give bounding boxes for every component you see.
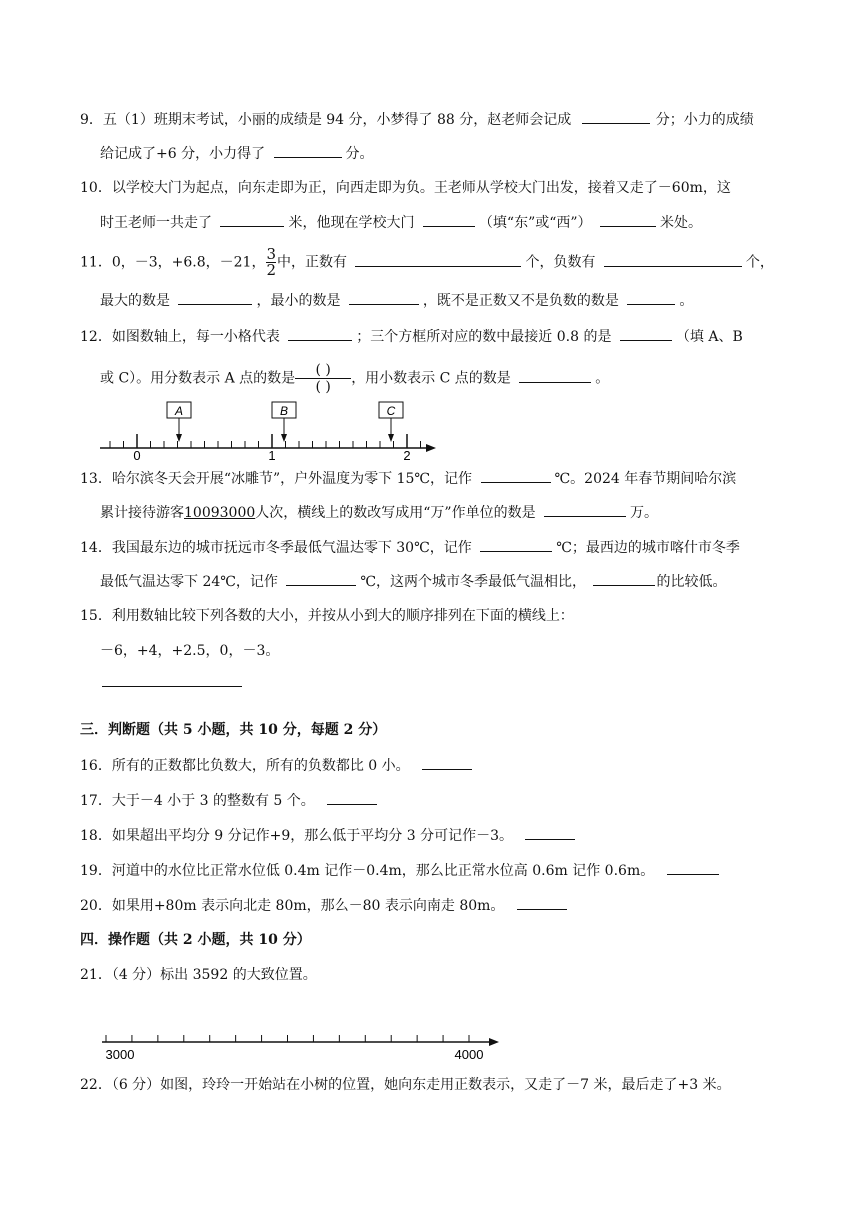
q12-text-5: ，用小数表示 C 点的数是	[351, 370, 511, 387]
q21-label-3000: 3000	[105, 1047, 135, 1062]
q11-blank-1[interactable]	[355, 252, 521, 267]
q10-blank-3[interactable]	[600, 212, 656, 227]
q21-label-4000: 4000	[454, 1047, 484, 1062]
q16-line	[80, 755, 472, 776]
q13-text-3: 累计接待游客	[100, 505, 184, 521]
q12-text-6: 。	[595, 370, 610, 387]
q12-text-1: 12．如图数轴上，每一小格代表	[80, 329, 280, 345]
q11-blank-2[interactable]	[604, 252, 742, 267]
q9-text-1: 9．五（1）班期末考试，小丽的成绩是 94 分，小梦得了 88 分，赵老师会记成	[80, 112, 572, 128]
section-4-heading: 四．操作题（共 2 小题，共 10 分）	[80, 932, 311, 948]
q17-line	[80, 790, 377, 811]
q14-blank-3[interactable]	[593, 571, 655, 586]
q14-text-3: 最低气温达零下 24℃，记作	[100, 574, 278, 590]
q10-line2	[100, 212, 702, 233]
q14-text-1: 14．我国最东边的城市抚远市冬季最低气温达零下 30℃，记作	[80, 540, 472, 556]
q12-blank-1[interactable]	[288, 326, 352, 341]
q13-line1	[80, 468, 736, 489]
q19-blank[interactable]	[667, 860, 719, 875]
q15-line1	[80, 606, 574, 626]
q11-text-7: ，既不是正数又不是负数的数是	[422, 293, 619, 309]
q9-line1	[80, 109, 754, 130]
q16-text: 16．所有的正数都比负数大，所有的负数都比 0 小。	[80, 758, 410, 774]
q11-line2	[100, 290, 693, 311]
q12-box-c-label: C	[386, 404, 396, 418]
q11-blank-4[interactable]	[349, 290, 419, 305]
q9-blank-2[interactable]	[274, 143, 342, 158]
q14-text-2: ℃；最西边的城市喀什市冬季	[556, 540, 740, 556]
q13-underlined-number: 10093000	[184, 505, 256, 521]
q11-text-8: 。	[679, 293, 694, 309]
q12-line2	[100, 362, 609, 395]
q10-blank-2[interactable]	[423, 212, 475, 227]
q12-text-3: （填 A、B	[675, 329, 743, 345]
q18-blank[interactable]	[525, 825, 575, 840]
q13-text-2: ℃。2024 年春节期间哈尔滨	[554, 471, 737, 487]
q9-line2	[100, 143, 374, 164]
q20-line	[80, 895, 567, 916]
q11-blank-3[interactable]	[178, 290, 252, 305]
q9-text-2: 分；小力的成绩	[655, 112, 754, 128]
q12-fraction-denominator: ( )	[315, 379, 331, 395]
q21-ticks	[106, 1035, 469, 1042]
q12-fraction-blank[interactable]	[295, 362, 351, 395]
q12-tick-label-2: 2	[403, 448, 411, 460]
q10-text-1: 10．以学校大门为起点，向东走即为正，向西走即为负。王老师从学校大门出发，接着又走了－60m，这	[80, 180, 731, 196]
q14-blank-1[interactable]	[480, 537, 552, 552]
q10-text-2: 时王老师一共走了	[100, 215, 212, 231]
q11-blank-5[interactable]	[627, 290, 675, 305]
q12-box-b	[272, 402, 296, 442]
q11-text-6: ，最小的数是	[256, 293, 341, 309]
q13-line2	[100, 502, 658, 523]
q9-text-3: 给记成了+6 分，小力得了	[100, 146, 266, 162]
q13-blank-1[interactable]	[481, 468, 551, 483]
q14-text-5: 的比较低。	[656, 574, 727, 590]
q12-box-a-label: A	[174, 404, 184, 418]
q10-text-3: 米，他现在学校大门	[288, 215, 415, 231]
q15-text-1: 15．利用数轴比较下列各数的大小，并按从小到大的顺序排列在下面的横线上：	[80, 608, 574, 624]
q12-tick-label-1: 1	[268, 448, 276, 460]
q12-text-4: 或 C）。用分数表示 A 点的数是	[100, 370, 296, 387]
q11-text-5: 最大的数是	[100, 293, 170, 309]
q15-line2	[100, 641, 279, 661]
q18-text: 18．如果超出平均分 9 分记作+9，那么低于平均分 3 分可记作－3。	[80, 828, 513, 844]
q10-text-4: （填“东”或“西”）	[478, 215, 592, 231]
q12-ticks	[110, 434, 421, 448]
q12-box-b-label: B	[279, 404, 289, 418]
q12-fraction-numerator: ( )	[315, 362, 331, 378]
q14-text-4: ℃，这两个城市冬季最低气温相比，	[360, 574, 587, 590]
q13-text-4: 人次，横线上的数改写成用“万”作单位的数是	[255, 505, 536, 521]
q21-axis-arrow	[489, 1038, 499, 1046]
q10-blank-1[interactable]	[220, 212, 284, 227]
q11-text-2: 中，正数有	[277, 254, 347, 271]
q10-text-5: 米处。	[660, 215, 702, 231]
section-3-heading: 三．判断题（共 5 小题，共 10 分，每题 2 分）	[80, 722, 387, 738]
q14-line2	[100, 571, 727, 592]
q11-fraction-numerator: 3	[266, 245, 276, 263]
q9-blank-1[interactable]	[582, 109, 650, 124]
q19-line	[80, 860, 719, 881]
q17-text: 17．大于－4 小于 3 的整数有 5 个。	[80, 793, 315, 809]
q13-text-1: 13．哈尔滨冬天会开展“冰雕节”，户外温度为零下 15℃，记作	[80, 471, 473, 487]
q12-tick-label-0: 0	[133, 448, 141, 460]
q15-text-2: －6，+4，+2.5，0，－3。	[100, 643, 280, 659]
q20-blank[interactable]	[517, 895, 567, 910]
q19-text: 19．河道中的水位比正常水位低 0.4m 记作－0.4m，那么比正常水位高 0.6m 记作 0.6m。	[80, 863, 655, 879]
q21-line	[80, 965, 317, 985]
q15-answer-line[interactable]	[102, 686, 242, 687]
q17-blank[interactable]	[327, 790, 377, 805]
q18-line	[80, 825, 575, 846]
q21-text: 21．（4 分）标出 3592 的大致位置。	[80, 967, 317, 983]
q11-text-3: 个，负数有	[525, 254, 596, 271]
q12-box-c	[379, 402, 403, 442]
q10-line1	[80, 178, 731, 198]
q11-fraction-denominator: 2	[266, 261, 276, 279]
q12-number-line	[96, 398, 442, 460]
q12-box-a	[167, 402, 191, 442]
q12-blank-2[interactable]	[620, 326, 672, 341]
q11-fraction	[266, 245, 276, 279]
q13-blank-2[interactable]	[544, 502, 626, 517]
q12-blank-3[interactable]	[519, 368, 591, 383]
q22-line	[80, 1075, 731, 1095]
q14-blank-2[interactable]	[286, 571, 356, 586]
q22-text: 22．（6 分）如图，玲玲一开始站在小树的位置，她向东走用正数表示，又走了－7 米，最后走了+3 米。	[80, 1077, 731, 1093]
q12-axis-arrow	[426, 444, 436, 452]
q11-text-1: 11．0，－3，+6.8，－21，	[80, 254, 266, 271]
q9-text-4: 分。	[345, 146, 374, 162]
q12-line1	[80, 326, 743, 347]
q11-text-4: 个，	[745, 254, 774, 271]
q20-text: 20．如果用+80m 表示向北走 80m，那么－80 表示向南走 80m。	[80, 898, 505, 914]
q14-line1	[80, 537, 740, 558]
q21-number-line	[96, 1022, 504, 1066]
q16-blank[interactable]	[422, 755, 472, 770]
q13-text-5: 万。	[630, 505, 659, 521]
q12-text-2: ；三个方框所对应的数中最接近 0.8 的是	[356, 329, 612, 345]
q11-line1	[80, 245, 774, 279]
